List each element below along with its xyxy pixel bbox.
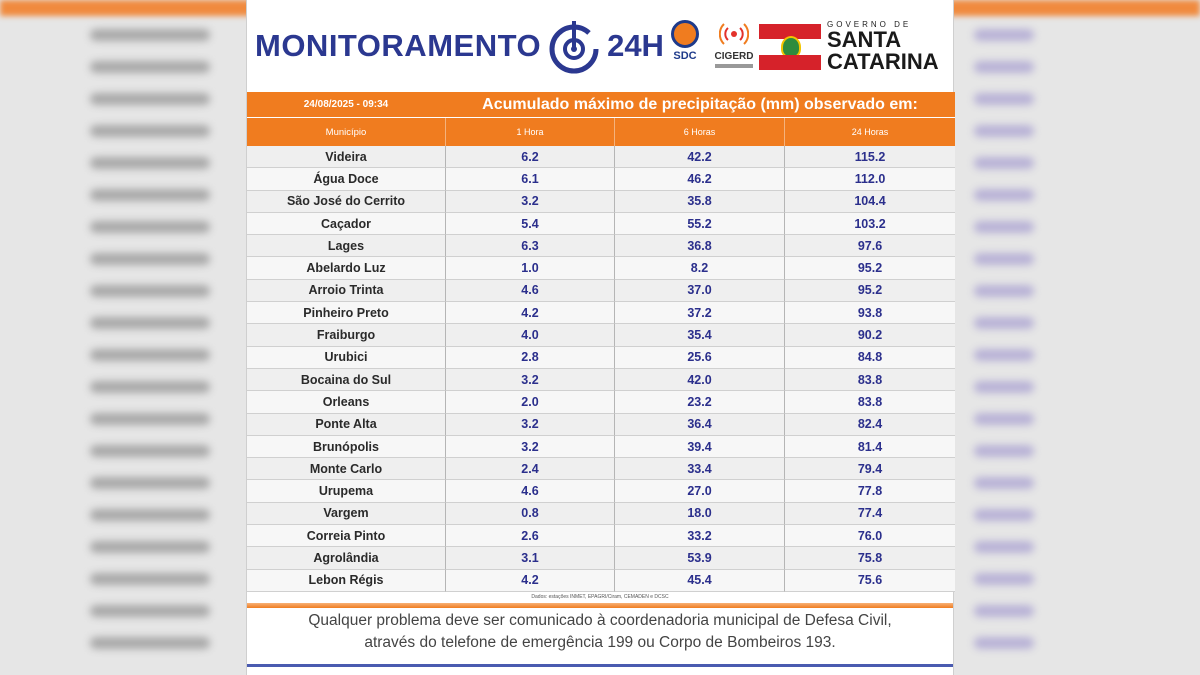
table-row (247, 570, 955, 592)
sdc-emblem-icon (671, 20, 699, 48)
cell-municipio: Bocaina do Sul (247, 369, 445, 391)
bulletin-datetime: 24/08/2025 - 09:34 (303, 99, 389, 110)
table-heading: Acumulado máximo de precipitação (mm) observado em: (482, 95, 918, 113)
cell-6h: 33.4 (614, 458, 784, 480)
cell-municipio: Abelardo Luz (247, 257, 445, 279)
table-row (247, 146, 955, 168)
table-row (247, 414, 955, 436)
sdc-logo (665, 20, 705, 62)
sdc-label: SDC (673, 50, 697, 62)
cell-municipio: Lages (247, 235, 445, 257)
cell-1h: 3.2 (445, 436, 614, 458)
cell-1h: 4.2 (445, 570, 614, 592)
cell-municipio: Urubici (247, 347, 445, 369)
footer-divider (247, 603, 953, 608)
santa-catarina-flag-icon (759, 24, 821, 70)
cell-24h: 77.8 (784, 480, 955, 502)
data-source-note: Dados: estações INMET, EPAGRI/Ciram, CEMADEN e DCSC (531, 594, 669, 600)
cell-6h: 36.8 (614, 235, 784, 257)
table-row (247, 347, 955, 369)
cell-municipio: São José do Cerrito (247, 191, 445, 213)
cell-municipio: Arroio Trinta (247, 280, 445, 302)
cell-6h: 27.0 (614, 480, 784, 502)
rainfall-bulletin-card (246, 0, 954, 675)
cell-municipio: Caçador (247, 213, 445, 235)
cell-24h: 75.6 (784, 570, 955, 592)
cell-6h: 39.4 (614, 436, 784, 458)
footer-line-2: através do telefone de emergência 199 ou Corpo de Bombeiros 193. (364, 634, 836, 651)
cell-6h: 36.4 (614, 414, 784, 436)
cell-1h: 6.1 (445, 168, 614, 190)
cell-6h: 53.9 (614, 547, 784, 569)
cell-24h: 75.8 (784, 547, 955, 569)
cell-municipio: Orleans (247, 391, 445, 413)
cell-1h: 3.2 (445, 414, 614, 436)
cell-1h: 2.0 (445, 391, 614, 413)
cell-municipio: Correia Pinto (247, 525, 445, 547)
cell-24h: 112.0 (784, 168, 955, 190)
table-row (247, 302, 955, 324)
cell-1h: 6.3 (445, 235, 614, 257)
cell-1h: 2.6 (445, 525, 614, 547)
cell-municipio: Fraiburgo (247, 324, 445, 346)
cell-6h: 45.4 (614, 570, 784, 592)
cell-municipio: Água Doce (247, 168, 445, 190)
santa-catarina-logo (759, 20, 939, 73)
column-header-municipio: Município (325, 126, 367, 138)
cigerd-logo (711, 20, 757, 68)
table-row (247, 458, 955, 480)
cell-24h: 115.2 (784, 146, 955, 168)
bulletin-title: MONITORAMENTO (255, 28, 542, 63)
clock-monitoring-icon (545, 15, 603, 77)
cell-municipio: Lebon Régis (247, 570, 445, 592)
cell-1h: 2.8 (445, 347, 614, 369)
cell-24h: 81.4 (784, 436, 955, 458)
precipitation-table (247, 92, 955, 592)
cigerd-label: CIGERD (714, 51, 754, 62)
state-name-line1: SANTA (827, 27, 902, 52)
cell-municipio: Urupema (247, 480, 445, 502)
table-row (247, 391, 955, 413)
column-header-1h: 1 Hora (445, 118, 614, 146)
cell-municipio: Pinheiro Preto (247, 302, 445, 324)
table-row (247, 525, 955, 547)
cell-24h: 79.4 (784, 458, 955, 480)
state-name-line2: CATARINA (827, 49, 939, 74)
cell-1h: 2.4 (445, 458, 614, 480)
cell-24h: 93.8 (784, 302, 955, 324)
table-row (247, 235, 955, 257)
cell-6h: 8.2 (614, 257, 784, 279)
cell-24h: 90.2 (784, 324, 955, 346)
footer-line-1: Qualquer problema deve ser comunicado à coordenadoria municipal de Defesa Civil, (308, 612, 892, 629)
cell-municipio: Ponte Alta (247, 414, 445, 436)
cell-1h: 3.2 (445, 369, 614, 391)
cell-24h: 77.4 (784, 503, 955, 525)
cell-24h: 83.8 (784, 391, 955, 413)
table-row (247, 436, 955, 458)
cell-24h: 97.6 (784, 235, 955, 257)
cell-6h: 23.2 (614, 391, 784, 413)
cell-1h: 6.2 (445, 146, 614, 168)
cell-6h: 37.0 (614, 280, 784, 302)
cell-24h: 95.2 (784, 280, 955, 302)
cell-1h: 3.2 (445, 191, 614, 213)
cell-1h: 3.1 (445, 547, 614, 569)
table-row (247, 324, 955, 346)
cell-6h: 46.2 (614, 168, 784, 190)
table-row (247, 547, 955, 569)
cell-1h: 4.2 (445, 302, 614, 324)
cell-24h: 103.2 (784, 213, 955, 235)
cell-6h: 18.0 (614, 503, 784, 525)
cell-24h: 95.2 (784, 257, 955, 279)
cell-6h: 35.8 (614, 191, 784, 213)
cell-6h: 55.2 (614, 213, 784, 235)
cell-1h: 1.0 (445, 257, 614, 279)
table-row (247, 280, 955, 302)
table-column-headers (247, 118, 955, 146)
cell-24h: 83.8 (784, 369, 955, 391)
table-row (247, 213, 955, 235)
santa-catarina-wordmark (827, 20, 939, 73)
table-row (247, 191, 955, 213)
footer-notice (247, 610, 953, 654)
cell-municipio: Videira (247, 146, 445, 168)
cell-6h: 33.2 (614, 525, 784, 547)
cell-municipio: Agrolândia (247, 547, 445, 569)
signal-waves-icon (719, 20, 749, 46)
cell-municipio: Brunópolis (247, 436, 445, 458)
column-header-24h: 24 Horas (784, 118, 955, 146)
cell-1h: 4.6 (445, 280, 614, 302)
column-header-6h: 6 Horas (614, 118, 784, 146)
cell-24h: 76.0 (784, 525, 955, 547)
table-row (247, 168, 955, 190)
bulletin-header (247, 0, 953, 92)
cell-1h: 5.4 (445, 213, 614, 235)
cell-municipio: Vargem (247, 503, 445, 525)
gov-line: GOVERNO DE (827, 20, 912, 29)
cell-24h: 84.8 (784, 347, 955, 369)
cell-1h: 0.8 (445, 503, 614, 525)
cigerd-tagline-line (715, 64, 753, 68)
cell-6h: 42.0 (614, 369, 784, 391)
table-row (247, 480, 955, 502)
cell-24h: 104.4 (784, 191, 955, 213)
bottom-divider (247, 664, 953, 667)
cell-1h: 4.6 (445, 480, 614, 502)
table-row (247, 257, 955, 279)
cell-1h: 4.0 (445, 324, 614, 346)
bulletin-title-24h: 24H (607, 28, 664, 63)
cell-6h: 25.6 (614, 347, 784, 369)
background-right-column (954, 24, 1200, 675)
cell-6h: 37.2 (614, 302, 784, 324)
cell-24h: 82.4 (784, 414, 955, 436)
background-left-column (0, 24, 246, 675)
table-body (247, 146, 955, 592)
cell-6h: 42.2 (614, 146, 784, 168)
table-header-top (247, 92, 955, 118)
table-row (247, 503, 955, 525)
cell-6h: 35.4 (614, 324, 784, 346)
table-row (247, 369, 955, 391)
cell-municipio: Monte Carlo (247, 458, 445, 480)
